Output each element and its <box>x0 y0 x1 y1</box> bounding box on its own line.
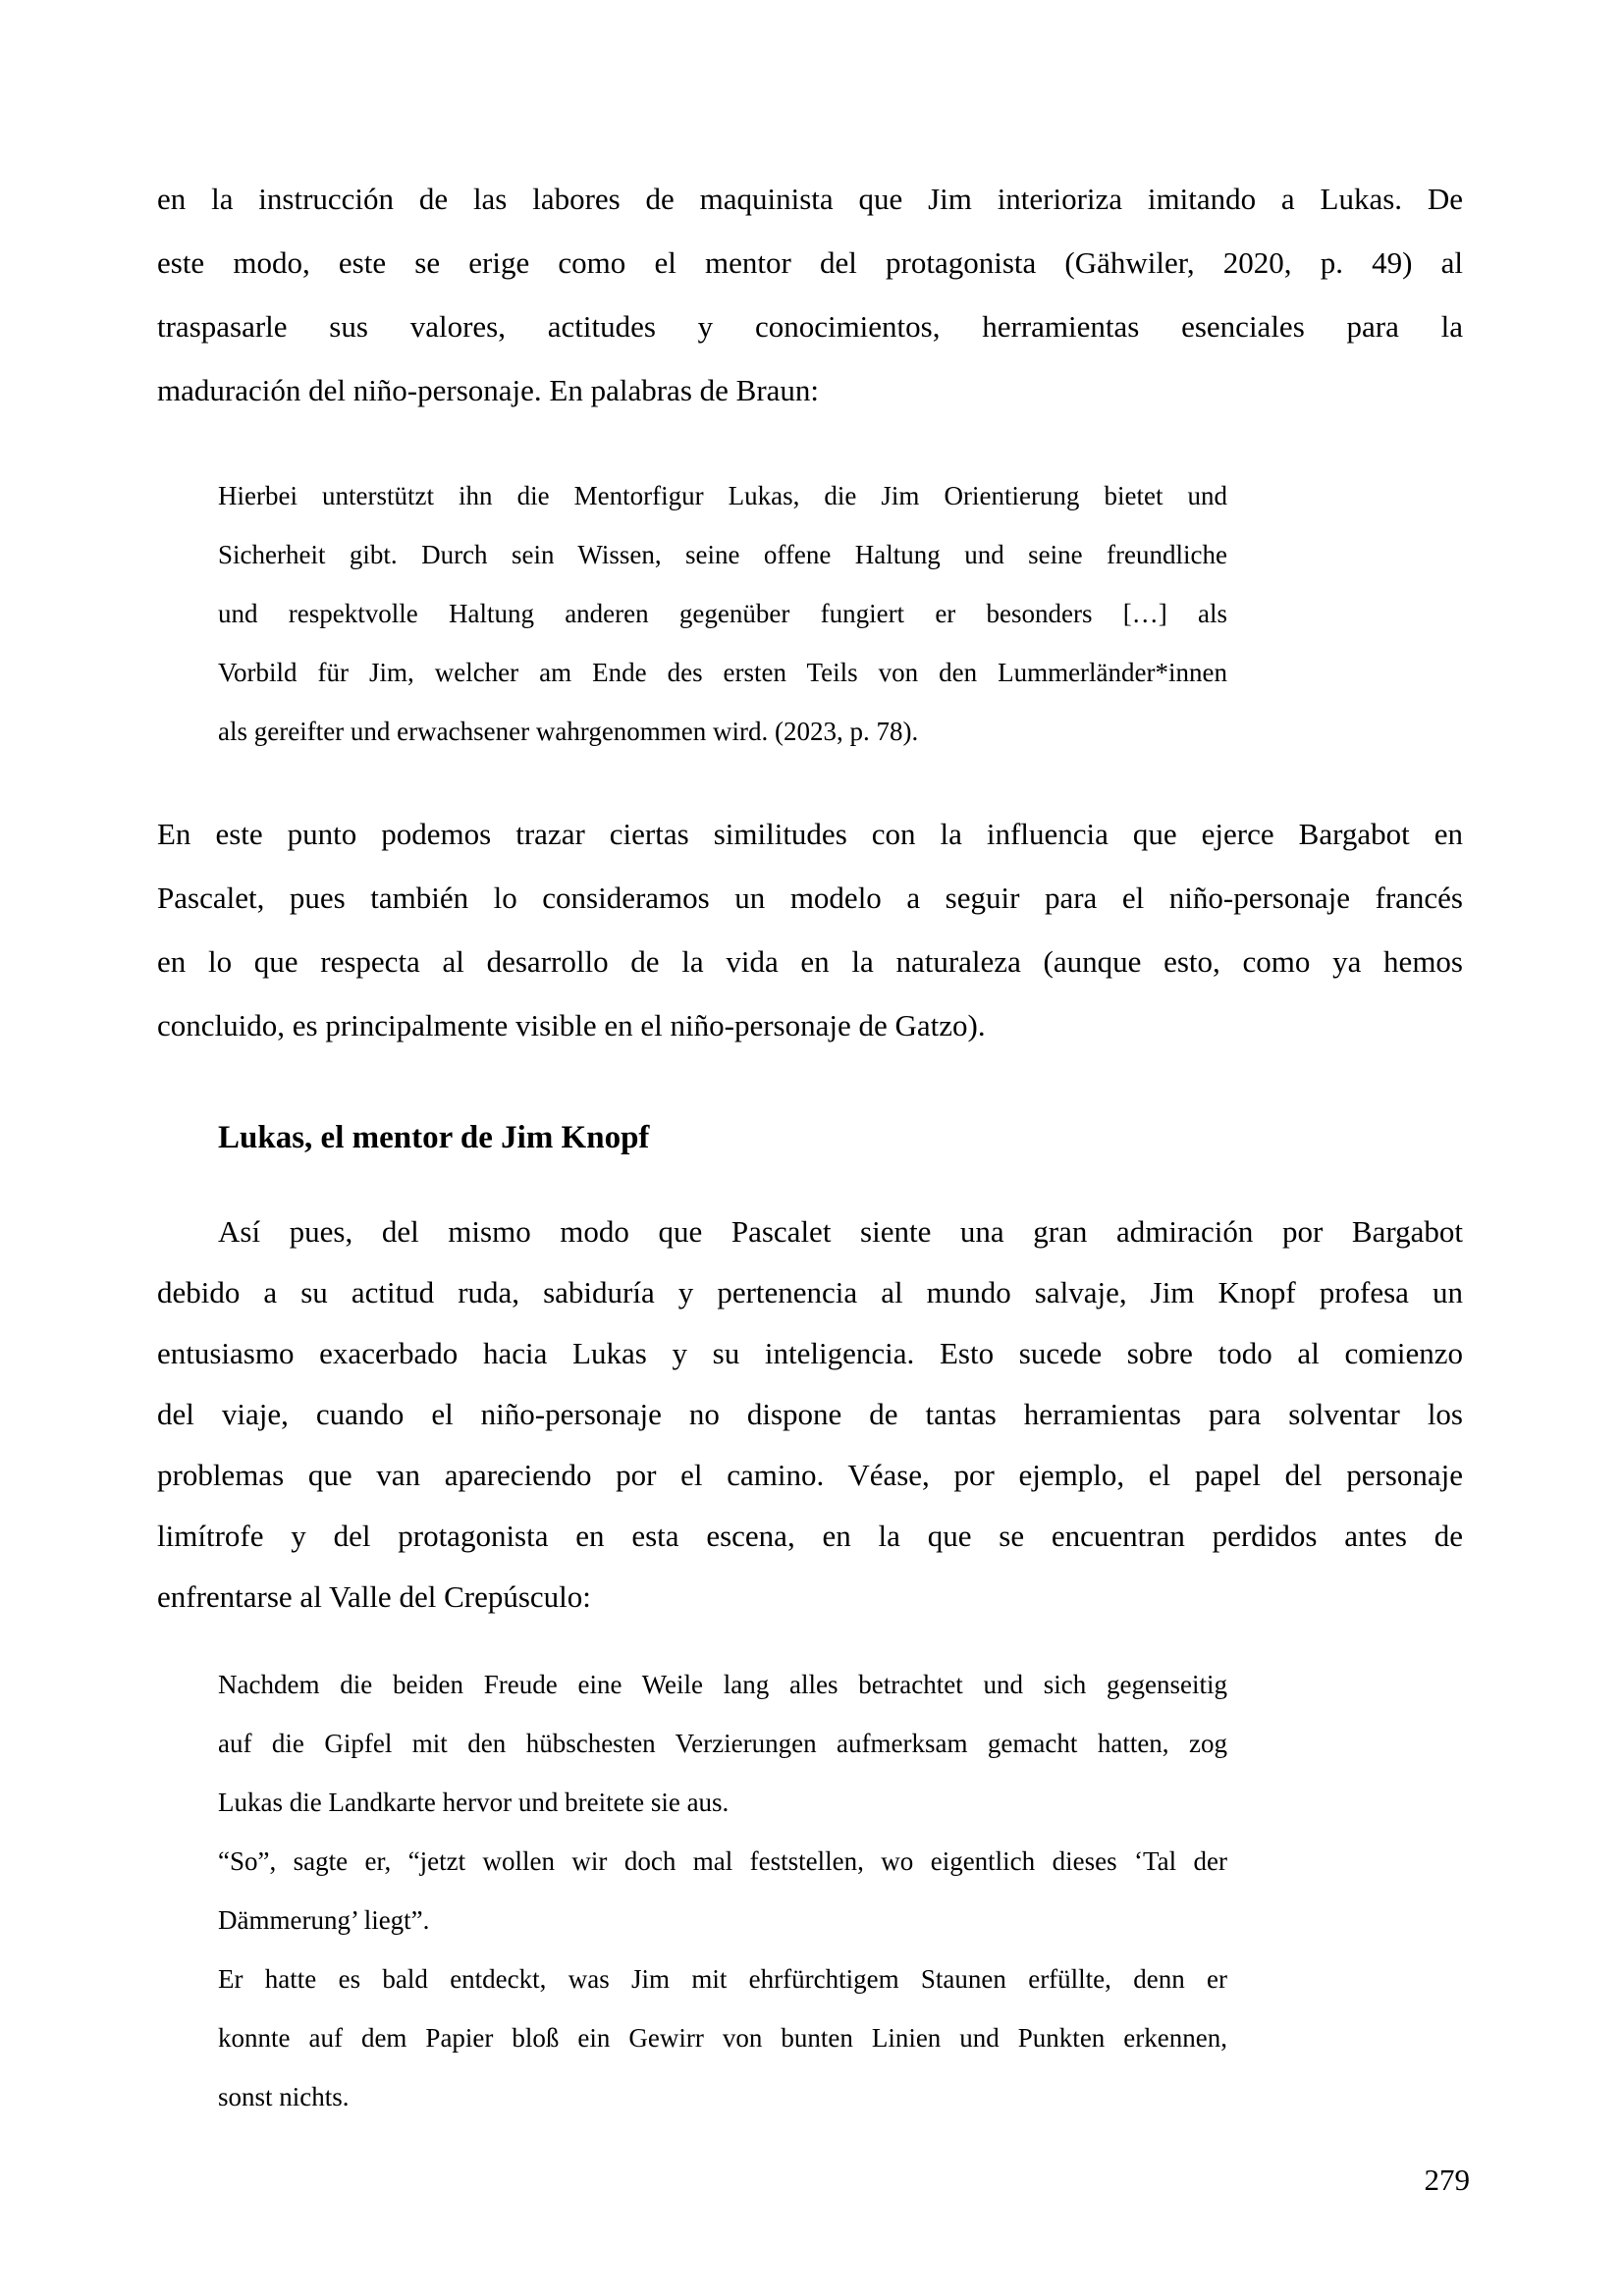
text-line: Sicherheit gibt. Durch sein Wissen, seine offene Haltung und seine freundliche <box>218 540 1227 569</box>
text-line: Dämmerung’ liegt”. <box>218 1905 430 1935</box>
text-line: limítrofe y del protagonista en esta escena, en la que se encuentran perdidos antes de <box>157 1519 1463 1553</box>
text-line: debido a su actitud ruda, sabiduría y pertenencia al mundo salvaje, Jim Knopf profesa un <box>157 1275 1463 1309</box>
text-line: del viaje, cuando el niño-personaje no dispone de tantas herramientas para solventar los <box>157 1397 1463 1431</box>
block-quote-landkarte <box>218 1655 1227 2126</box>
text-line: konnte auf dem Papier bloß ein Gewirr von bunten Linien und Punkten erkennen, <box>218 2023 1227 2053</box>
paragraph-similitudes <box>157 802 1463 1057</box>
text-line: problemas que van apareciendo por el camino. Véase, por ejemplo, el papel del personaje <box>157 1458 1463 1492</box>
text-line: als gereifter und erwachsener wahrgenommen wird. (2023, p. 78). <box>218 717 919 746</box>
text-line: maduración del niño-personaje. En palabras de Braun: <box>157 373 820 407</box>
page-number: 279 <box>1424 2163 1470 2197</box>
text-line: und respektvolle Haltung anderen gegenüber fungiert er besonders […] als <box>218 599 1227 628</box>
text-line: auf die Gipfel mit den hübschesten Verzierungen aufmerksam gemacht hatten, zog <box>218 1729 1227 1758</box>
paragraph-asi-pues <box>157 1201 1463 1628</box>
text-line: “So”, sagte er, “jetzt wollen wir doch mal feststellen, wo eigentlich dieses ‘Tal der <box>218 1846 1227 1876</box>
text-line: Pascalet, pues también lo consideramos un modelo a seguir para el niño-personaje francés <box>157 881 1463 915</box>
text-line: sonst nichts. <box>218 2082 350 2111</box>
text-line: Así pues, del mismo modo que Pascalet siente una gran admiración por Bargabot <box>218 1214 1463 1249</box>
text-line: Lukas die Landkarte hervor und breitete sie aus. <box>218 1788 730 1817</box>
text-line: este modo, este se erige como el mentor del protagonista (Gähwiler, 2020, p. 49) al <box>157 245 1463 280</box>
text-line: Er hatte es bald entdeckt, was Jim mit ehrfürchtigem Staunen erfüllte, denn er <box>218 1964 1227 1994</box>
text-line: enfrentarse al Valle del Crepúsculo: <box>157 1579 591 1614</box>
block-quote-braun <box>218 466 1227 761</box>
text-line: En este punto podemos trazar ciertas similitudes con la influencia que ejerce Bargabot en <box>157 817 1463 851</box>
section-heading: Lukas, el mentor de Jim Knopf <box>218 1120 650 1155</box>
text-line: Nachdem die beiden Freude eine Weile lang alles betrachtet und sich gegenseitig <box>218 1670 1227 1699</box>
text-line: entusiasmo exacerbado hacia Lukas y su inteligencia. Esto sucede sobre todo al comienzo <box>157 1336 1463 1370</box>
text-line: Hierbei unterstützt ihn die Mentorfigur Lukas, die Jim Orientierung bietet und <box>218 481 1227 510</box>
text-line: en la instrucción de las labores de maquinista que Jim interioriza imitando a Lukas. De <box>157 182 1463 216</box>
text-line: Vorbild für Jim, welcher am Ende des ersten Teils von den Lummerländer*innen <box>218 658 1227 687</box>
text-line: traspasarle sus valores, actitudes y conocimientos, herramientas esenciales para la <box>157 309 1463 344</box>
text-line: concluido, es principalmente visible en el niño-personaje de Gatzo). <box>157 1008 986 1042</box>
paragraph-intro <box>157 167 1463 422</box>
text-line: en lo que respecta al desarrollo de la vida en la naturaleza (aunque esto, como ya hemos <box>157 944 1463 979</box>
